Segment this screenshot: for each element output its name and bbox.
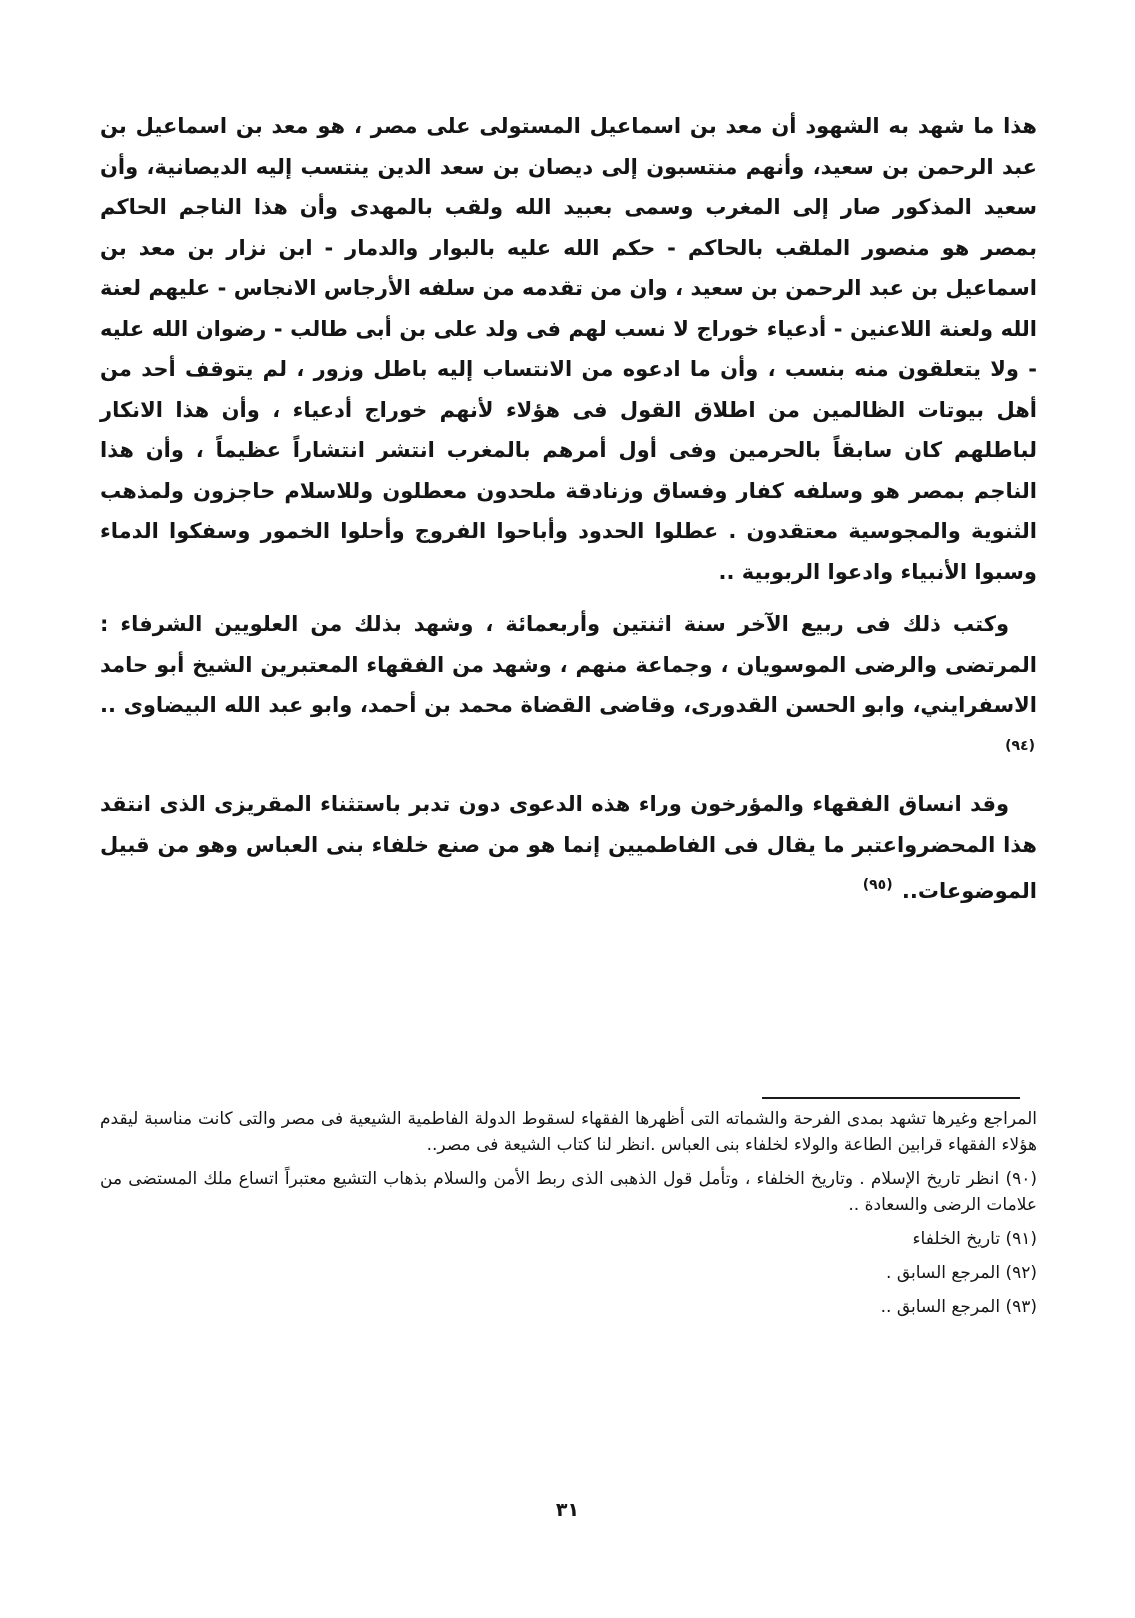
paragraph-2 <box>100 604 1037 772</box>
main-text <box>100 106 1037 912</box>
footnote-92: (٩٢) المرجع السابق . <box>886 1263 1037 1283</box>
paragraph-text: وقد انساق الفقهاء والمؤرخون وراء هذه الدعوى دون تدبر باستثناء المقريزى الذى انتقد هذا المحضرواعتبر ما يقال فى الفاطميين إنما هو من صنع خلفاء بنى العباس وهو من قبيل الموضوعات.. <box>100 792 1037 903</box>
page-number: ٣١ <box>555 1499 580 1521</box>
paragraph-3 <box>100 784 1037 912</box>
footnotes <box>100 1106 1037 1320</box>
footnote-93: (٩٣) المرجع السابق .. <box>880 1297 1037 1317</box>
paragraph-text: هذا ما شهد به الشهود أن معد بن اسماعيل المستولى على مصر ، هو معد بن اسماعيل بن عبد الرحمن بن سعيد، وأنهم منتسبون إلى ديصان بن سعد الدين ينتسب إليه الديصانية، وأن سعيد المذكور صار إلى المغرب وسمى بعبيد الله ولقب بالمهدى وأن هذا الناجم الحاكم بمصر هو منصور الملقب بالحاكم - حكم الله عليه بالبوار والدمار - ابن نزار بن معد بن اسماعيل بن عبد الرحمن بن سعيد ، وان من تقدمه من سلفه الأرجاس الانجاس - عليهم لعنة الله ولعنة اللاعنين - أدعياء خوراج لا نسب لهم فى ولد على بن أبى طالب - رضوان الله عليه - ولا يتعلقون منه بنسب ، وأن ما ادعوه من الانتساب إليه باطل وزور ، لم يتوقف أحد من أهل بيوتات الظالمين من اطلاق القول فى هؤلاء لأنهم خوراج أدعياء ، وأن هذا الانكار لباطلهم كان سابقاً بالحرمين وفى أول أمرهم بالمغرب انتشر انتشاراً عظيماً ، وأن هذا الناجم بمصر هو وسلفه كفار وفساق وزنادقة ملحدون معطلون وللاسلام حاجزون ولمذهب الثنوية والمجوسية معتقدون . عطلوا الحدود وأباحوا الفروج وأحلوا الخمور وسفكوا الدماء وسبوا الأنبياء وادعوا الربوبية .. <box>100 114 1037 584</box>
footnote-divider <box>762 1097 1020 1099</box>
paragraph-text: وكتب ذلك فى ربيع الآخر سنة اثنتين وأربعمائة ، وشهد بذلك من العلويين الشرفاء : المرتضى والرضى الموسويان ، وجماعة منهم ، وشهد من الفقهاء المعتبرين الشيخ أبو حامد الاسفرايني، وابو الحسن القدورى، وقاضى القضاة محمد بن أحمد، وابو عبد الله البيضاوى .. <box>100 612 1037 717</box>
footnote-90: (٩٠) انظر تاريخ الإسلام . وتاريخ الخلفاء ، وتأمل قول الذهبى الذى ربط الأمن والسلام بذهاب التشيع معتبراً اتساع ملك المستضى من علامات الرضى والسعادة .. <box>100 1169 1037 1215</box>
footnote-reference: (٩٤) <box>1005 737 1035 754</box>
paragraph-1 <box>100 106 1037 592</box>
footnote-reference: (٩٥) <box>862 877 893 893</box>
footnote-continuation: المراجع وغيرها تشهد بمدى الفرحة والشماته التى أظهرها الفقهاء لسقوط الدولة الفاطمية الشيعية فى مصر والتى كانت مناسبة ليقدم هؤلاء الفقهاء قرابين الطاعة والولاء لخلفاء بنى العباس .انظر لنا كتاب الشيعة فى مصر.. <box>100 1109 1037 1155</box>
footnote-91: (٩١) تاريخ الخلفاء <box>912 1229 1037 1249</box>
